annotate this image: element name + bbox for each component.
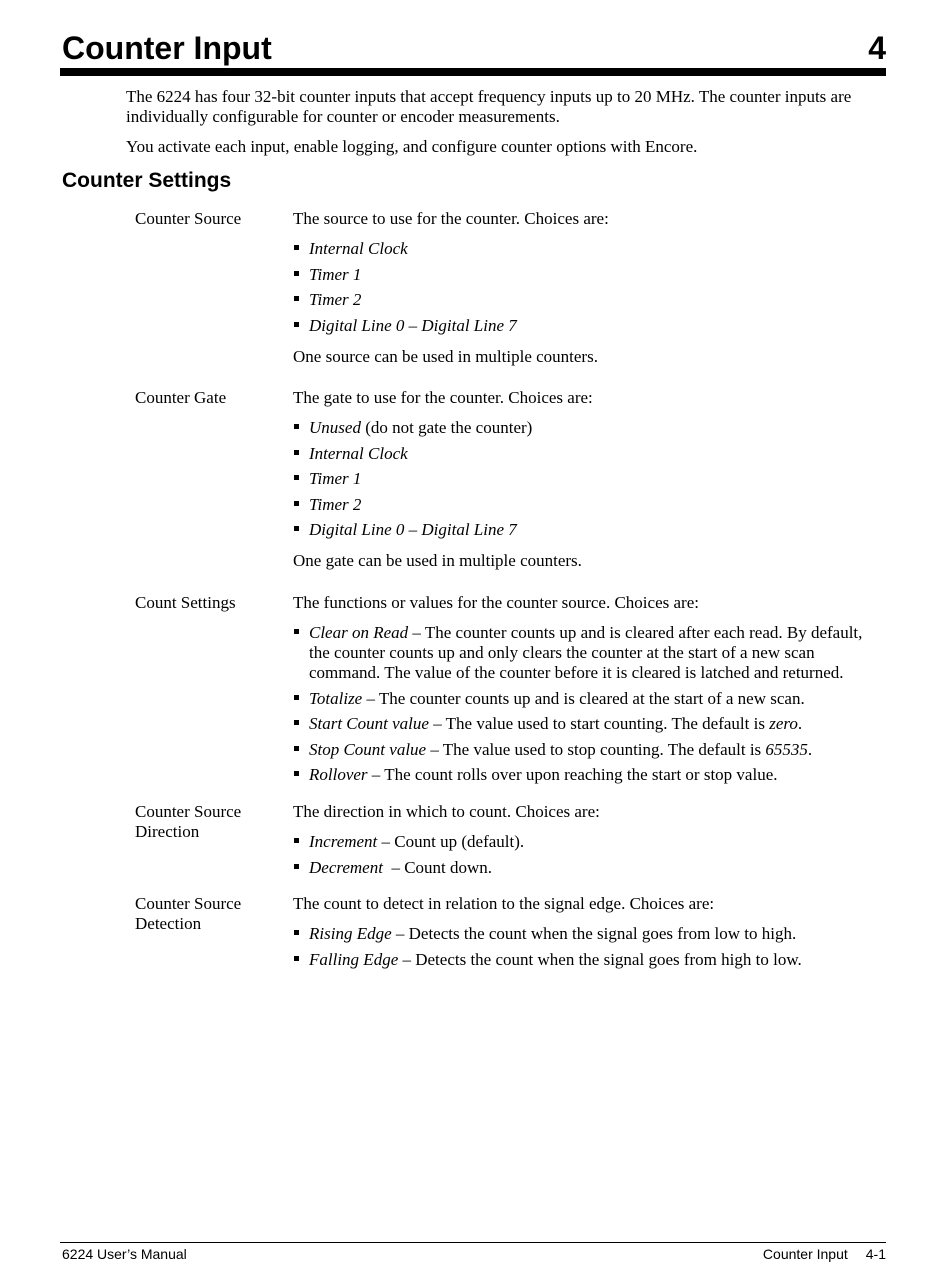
intro — [126, 87, 886, 167]
list-item: Stop Count value – The value used to stop counting. The default is 65535. — [293, 740, 886, 760]
bullet-square-icon — [294, 526, 299, 531]
list-item: Rollover – The count rolls over upon reaching the start or stop value. — [293, 765, 886, 785]
bullet-square-icon — [294, 771, 299, 776]
list-item: Rising Edge – Detects the count when the signal goes from low to high. — [293, 924, 886, 944]
setting-description — [293, 209, 886, 367]
setting-counter-gate — [135, 388, 886, 571]
list-item: Clear on Read – The counter counts up and is cleared after each read. By default, the counter counts up and only clears the counter at the start of a new scan command. The value of the counter before it is cleared is latched and returned. — [293, 623, 886, 683]
list-item: Falling Edge – Detects the count when the signal goes from high to low. — [293, 950, 886, 970]
header-rule — [60, 68, 886, 76]
setting-lead: The direction in which to count. Choices are: — [293, 802, 600, 821]
setting-description — [293, 894, 886, 970]
choice-list — [293, 239, 886, 336]
list-item: Totalize – The counter counts up and is cleared at the start of a new scan. — [293, 689, 886, 709]
bullet-square-icon — [294, 695, 299, 700]
choice-list — [293, 832, 886, 878]
setting-term: Count Settings — [135, 593, 236, 612]
list-item: Internal Clock — [293, 239, 886, 259]
list-item: Unused (do not gate the counter) — [293, 418, 886, 438]
bullet-square-icon — [294, 838, 299, 843]
setting-lead: The source to use for the counter. Choices are: — [293, 209, 609, 228]
bullet-square-icon — [294, 720, 299, 725]
footer-manual-title: 6224 User’s Manual — [62, 1246, 187, 1262]
section-heading: Counter Settings — [62, 169, 232, 192]
setting-term: Counter Source — [135, 209, 242, 228]
list-item: Digital Line 0 – Digital Line 7 — [293, 520, 886, 540]
bullet-square-icon — [294, 746, 299, 751]
page-footer — [62, 1245, 886, 1263]
setting-note: One source can be used in multiple counters. — [293, 346, 598, 366]
list-item: Internal Clock — [293, 444, 886, 464]
setting-note: One gate can be used in multiple counters. — [293, 551, 582, 570]
setting-lead: The count to detect in relation to the signal edge. Choices are: — [293, 894, 715, 913]
setting-counter-source-direction — [135, 802, 886, 883]
footer-page-number: 4-1 — [865, 1246, 886, 1262]
list-item: Timer 1 — [293, 469, 886, 489]
setting-term: Counter Source Detection — [135, 894, 242, 933]
bullet-square-icon — [294, 501, 299, 506]
bullet-square-icon — [294, 424, 299, 429]
setting-lead: The functions or values for the counter source. Choices are: — [293, 593, 699, 612]
bullet-square-icon — [294, 956, 299, 961]
footer-section-name: Counter Input — [762, 1246, 848, 1262]
setting-counter-source — [135, 209, 886, 367]
bullet-square-icon — [294, 930, 299, 935]
bullet-square-icon — [294, 450, 299, 455]
bullet-square-icon — [294, 475, 299, 480]
chapter-header — [62, 28, 886, 68]
list-item: Decrement – Count down. — [293, 858, 886, 878]
setting-description — [293, 388, 886, 571]
choice-list — [293, 418, 886, 540]
bullet-square-icon — [294, 864, 299, 869]
setting-count-settings — [135, 593, 886, 791]
footer-right — [763, 1245, 886, 1263]
footer-rule — [60, 1242, 886, 1243]
bullet-square-icon — [294, 296, 299, 301]
chapter-number: 4 — [868, 30, 886, 66]
setting-description — [293, 802, 886, 878]
page-title: Counter Input — [62, 30, 272, 66]
list-item: Timer 1 — [293, 265, 886, 285]
list-item: Digital Line 0 – Digital Line 7 — [293, 316, 886, 336]
bullet-square-icon — [294, 271, 299, 276]
intro-paragraph: You activate each input, enable logging, and configure counter options with Encore. — [126, 137, 698, 156]
setting-lead: The gate to use for the counter. Choices are: — [293, 388, 593, 407]
list-item: Timer 2 — [293, 290, 886, 310]
setting-term: Counter Gate — [135, 388, 227, 407]
list-item: Increment – Count up (default). — [293, 832, 886, 852]
setting-term: Counter Source Direction — [135, 802, 242, 841]
setting-description — [293, 593, 886, 785]
bullet-square-icon — [294, 322, 299, 327]
list-item: Timer 2 — [293, 495, 886, 515]
choice-list — [293, 623, 886, 785]
choice-list — [293, 924, 886, 970]
setting-counter-source-detection — [135, 894, 886, 975]
bullet-square-icon — [294, 245, 299, 250]
bullet-square-icon — [294, 629, 299, 634]
intro-paragraph: The 6224 has four 32-bit counter inputs that accept frequency inputs up to 20 MHz. The counter inputs are individually configurable for counter or encoder measurements. — [126, 87, 852, 126]
list-item: Start Count value – The value used to start counting. The default is zero. — [293, 714, 886, 734]
